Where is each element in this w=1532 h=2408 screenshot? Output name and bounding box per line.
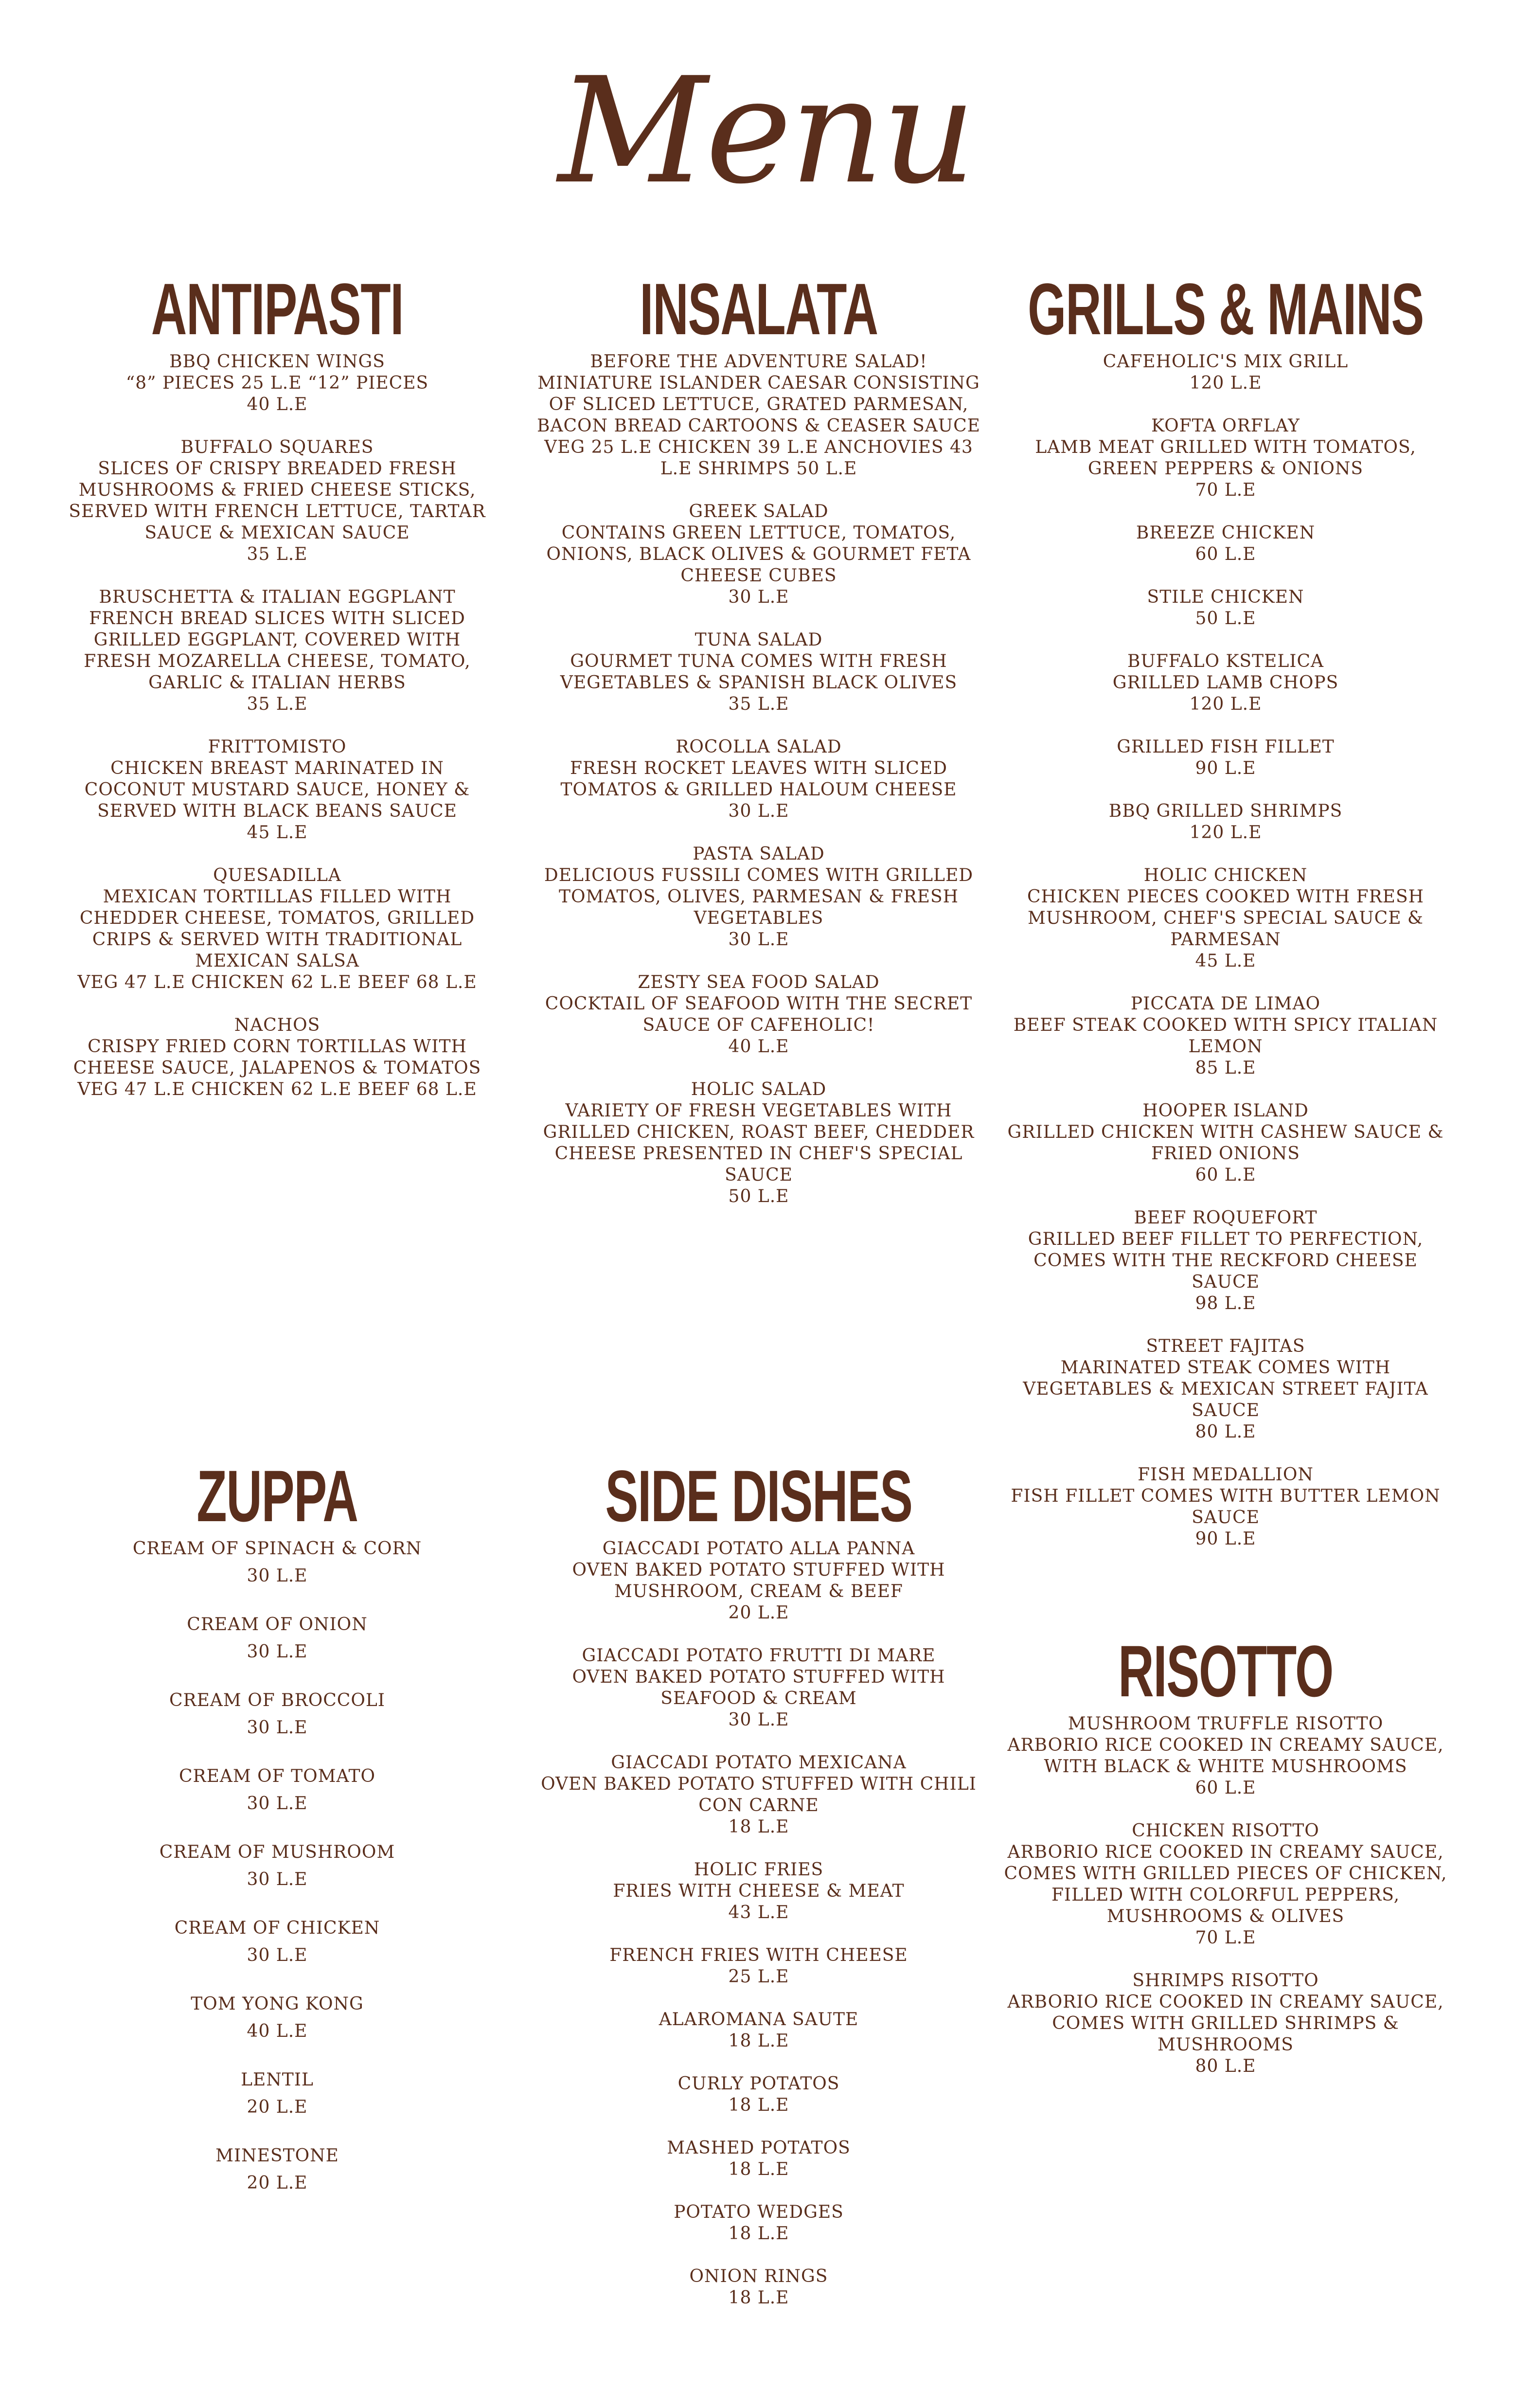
menu-item <box>58 587 496 715</box>
menu-item <box>1002 737 1449 779</box>
menu-item-description: OVEN BAKED POTATO STUFFED WITH CHILI CON CARNE <box>541 1774 977 1815</box>
menu-item-price: 98 L.E <box>1195 1294 1256 1313</box>
menu-item-price: 40 L.E <box>247 2021 308 2041</box>
menu-item <box>535 2266 982 2309</box>
menu-item <box>58 1614 496 1663</box>
menu-item-price: 120 L.E <box>1189 694 1262 714</box>
menu-item-description: CHICKEN BREAST MARINATED IN COCONUT MUSTARD SAUCE, HONEY & SERVED WITH BLACK BEANS SAUCE <box>84 758 470 821</box>
menu-item-price: 70 L.E <box>1195 1928 1256 1948</box>
menu-item-price: 25 L.E <box>728 1967 789 1987</box>
menu-item-price: 90 L.E <box>1195 1529 1256 1549</box>
menu-item-description: CONTAINS GREEN LETTUCE, TOMATOS, ONIONS, BLACK OLIVES & GOURMET FETA CHEESE CUBES <box>546 523 971 586</box>
section-title: ANTIPASTI <box>151 268 404 350</box>
menu-item <box>1002 1820 1449 1949</box>
menu-item-price: VEG 47 L.E CHICKEN 62 L.E BEEF 68 L.E <box>77 1079 477 1099</box>
menu-item <box>535 2073 982 2116</box>
menu-item <box>535 1945 982 1988</box>
menu-item <box>58 1015 496 1100</box>
menu-item-description: “8” PIECES 25 L.E “12” PIECES <box>125 373 429 393</box>
menu-item-name: HOLIC SALAD <box>691 1079 827 1099</box>
menu-item <box>1002 587 1449 629</box>
section-title: ZUPPA <box>196 1455 358 1537</box>
menu-item-name: FISH MEDALLION <box>1138 1465 1314 1485</box>
menu-item <box>535 351 982 480</box>
menu-item-price: 90 L.E <box>1195 758 1256 778</box>
menu-item-name: MASHED POTATOS <box>667 2138 851 2158</box>
menu-item-description: MEXICAN TORTILLAS FILLED WITH CHEDDER CHEESE, TOMATOS, GRILLED CRIPS & SERVED WITH TRADITIONAL MEXICAN SALSA <box>79 887 475 971</box>
menu-item <box>58 351 496 415</box>
menu-item-name: BUFFALO SQUARES <box>180 437 374 457</box>
menu-item-price: 18 L.E <box>728 2159 789 2179</box>
menu-item <box>1002 522 1449 565</box>
menu-item-name: HOLIC FRIES <box>694 1860 824 1880</box>
menu-item <box>535 2009 982 2052</box>
menu-item-name: MINESTONE <box>215 2146 339 2166</box>
menu-item-description: COCKTAIL OF SEAFOOD WITH THE SECRET SAUCE OF CAFEHOLIC! <box>545 994 973 1035</box>
menu-item <box>535 737 982 822</box>
menu-item <box>535 844 982 951</box>
section-zuppa <box>58 1455 496 2221</box>
menu-item-price: 45 L.E <box>1195 951 1256 971</box>
menu-item-name: CREAM OF BROCCOLI <box>169 1690 385 1710</box>
menu-item-price: 30 L.E <box>728 587 789 607</box>
menu-item-price: 120 L.E <box>1189 373 1262 393</box>
menu-item <box>58 2145 496 2194</box>
menu-item-name: CREAM OF CHICKEN <box>174 1918 380 1938</box>
section-grills-mains <box>1002 268 1449 1571</box>
menu-item-name: GRILLED FISH FILLET <box>1117 737 1335 757</box>
menu-item-name: QUESADILLA <box>213 865 341 885</box>
menu-item-price: 30 L.E <box>247 1869 308 1889</box>
menu-item <box>535 501 982 608</box>
menu-item-description: ARBORIO RICE COOKED IN CREAMY SAUCE, COMES WITH GRILLED SHRIMPS & MUSHROOMS <box>1007 1992 1444 2055</box>
menu-item-price: 70 L.E <box>1195 480 1256 500</box>
menu-item-price: 120 L.E <box>1189 823 1262 843</box>
menu-item-price: VEG 47 L.E CHICKEN 62 L.E BEEF 68 L.E <box>77 972 477 992</box>
menu-item-description: GRILLED CHICKEN WITH CASHEW SAUCE & FRIED ONIONS <box>1007 1122 1444 1164</box>
menu-item-name: CURLY POTATOS <box>677 2074 840 2094</box>
menu-item <box>535 1859 982 1923</box>
menu-item <box>1002 1464 1449 1550</box>
menu-item-name: BEEF ROQUEFORT <box>1134 1208 1318 1228</box>
menu-item-description: DELICIOUS FUSSILI COMES WITH GRILLED TOMATOS, OLIVES, PARMESAN & FRESH VEGETABLES <box>544 865 974 928</box>
menu-item-name: ZESTY SEA FOOD SALAD <box>638 972 880 992</box>
menu-item-price: 20 L.E <box>247 2097 308 2117</box>
menu-item <box>58 1690 496 1739</box>
menu-item <box>535 629 982 715</box>
menu-item <box>1002 351 1449 394</box>
menu-item-name: SHRIMPS RISOTTO <box>1132 1971 1319 1991</box>
menu-item-name: NACHOS <box>234 1015 321 1035</box>
menu-item-price: 18 L.E <box>728 2224 789 2244</box>
menu-item-price: 50 L.E <box>728 1186 789 1206</box>
menu-item-price: 30 L.E <box>247 1566 308 1586</box>
menu-item-price: 45 L.E <box>247 823 308 843</box>
section-title: SIDE DISHES <box>605 1455 912 1537</box>
menu-item <box>58 1538 496 1587</box>
menu-item-description: CRISPY FRIED CORN TORTILLAS WITH CHEESE SAUCE, JALAPENOS & TOMATOS <box>73 1037 481 1078</box>
menu-item-price: 18 L.E <box>728 2031 789 2051</box>
menu-item-name: ROCOLLA SALAD <box>676 737 842 757</box>
menu-item-name: HOOPER ISLAND <box>1142 1101 1309 1121</box>
menu-item-price: 18 L.E <box>728 2288 789 2308</box>
menu-item-description: FRIES WITH CHEESE & MEAT <box>613 1881 905 1901</box>
menu-item-price: 30 L.E <box>728 801 789 821</box>
section-title: RISOTTO <box>1118 1630 1333 1712</box>
menu-item-price: 20 L.E <box>728 1603 789 1623</box>
menu-item-price: 40 L.E <box>247 395 308 414</box>
menu-item-price: 30 L.E <box>728 930 789 950</box>
menu-item <box>1002 415 1449 501</box>
menu-item <box>58 2069 496 2118</box>
menu-item-price: 30 L.E <box>247 1642 308 1662</box>
menu-item-name: CREAM OF ONION <box>187 1615 368 1635</box>
menu-item <box>535 1752 982 1838</box>
menu-item-name: PICCATA DE LIMAO <box>1130 994 1321 1014</box>
menu-item-name: FRITTOMISTO <box>208 737 347 757</box>
menu-item-price: 60 L.E <box>1195 544 1256 564</box>
menu-item <box>535 1079 982 1207</box>
menu-item-name: TUNA SALAD <box>695 630 823 650</box>
menu-item <box>1002 1100 1449 1186</box>
menu-item-name: KOFTA ORFLAY <box>1151 416 1300 436</box>
menu-item-description: FRESH ROCKET LEAVES WITH SLICED TOMATOS & GRILLED HALOUM CHEESE <box>560 758 957 800</box>
menu-item-name: BBQ GRILLED SHRIMPS <box>1108 801 1343 821</box>
menu-item-name: FRENCH FRIES WITH CHEESE <box>609 1945 908 1965</box>
menu-item-price: 35 L.E <box>247 694 308 714</box>
menu-item-name: HOLIC CHICKEN <box>1143 865 1308 885</box>
page-title: Menu <box>558 46 974 216</box>
menu-item <box>58 737 496 844</box>
menu-item <box>58 1842 496 1890</box>
menu-item <box>1002 865 1449 972</box>
section-antipasti <box>58 268 496 1122</box>
menu-item-name: BBQ CHICKEN WINGS <box>169 352 385 372</box>
menu-item-name: BUFFALO KSTELICA <box>1127 651 1324 671</box>
menu-item <box>58 865 496 993</box>
menu-item-description: SLICES OF CRISPY BREADED FRESH MUSHROOMS & FRIED CHEESE STICKS, SERVED WITH FRENCH LETTUCE, TARTAR SAUCE & MEXICAN SAUCE <box>69 459 486 543</box>
menu-item-price: 30 L.E <box>247 1794 308 1814</box>
menu-item-description: ARBORIO RICE COOKED IN CREAMY SAUCE, COMES WITH GRILLED PIECES OF CHICKEN, FILLED WITH COLORFUL PEPPERS, MUSHROOMS & OLIVES <box>1004 1842 1447 1926</box>
menu-item-name: CAFEHOLIC'S MIX GRILL <box>1103 352 1349 372</box>
menu-item <box>1002 1970 1449 2077</box>
menu-item-name: GREEK SALAD <box>689 502 829 521</box>
menu-item-name: ONION RINGS <box>689 2266 828 2286</box>
section-title: GRILLS & MAINS <box>1028 268 1424 350</box>
menu-item-price: 80 L.E <box>1195 2056 1256 2076</box>
menu-item-description: BEEF STEAK COOKED WITH SPICY ITALIAN LEMON <box>1013 1015 1438 1057</box>
menu-item-price: 60 L.E <box>1195 1778 1256 1798</box>
menu-item <box>535 972 982 1058</box>
menu-item-price: 43 L.E <box>728 1903 789 1923</box>
menu-item-price: 85 L.E <box>1195 1058 1256 1078</box>
menu-item <box>58 1766 496 1815</box>
menu-item <box>58 437 496 565</box>
menu-item-description: OVEN BAKED POTATO STUFFED WITH MUSHROOM, CREAM & BEEF <box>572 1560 945 1601</box>
menu-item-price: 40 L.E <box>728 1037 789 1057</box>
section-insalata <box>535 268 982 1229</box>
menu-item-name: GIACCADI POTATO MEXICANA <box>611 1753 907 1773</box>
menu-item-description: CHICKEN PIECES COOKED WITH FRESH MUSHROOM, CHEF'S SPECIAL SAUCE & PARMESAN <box>1027 887 1425 950</box>
menu-item-name: CREAM OF TOMATO <box>178 1766 376 1786</box>
menu-item-price: 80 L.E <box>1195 1422 1256 1442</box>
section-title: INSALATA <box>640 268 878 350</box>
menu-item-name: STILE CHICKEN <box>1147 587 1304 607</box>
menu-item-price: 35 L.E <box>728 694 789 714</box>
menu-item <box>1002 993 1449 1079</box>
menu-item-price: 30 L.E <box>247 1945 308 1965</box>
menu-item-name: CHICKEN RISOTTO <box>1132 1821 1319 1841</box>
menu-item-price: 35 L.E <box>247 544 308 564</box>
menu-item-name: GIACCADI POTATO FRUTTI DI MARE <box>582 1646 936 1666</box>
menu-item-name: BEFORE THE ADVENTURE SALAD! <box>590 352 927 372</box>
section-risotto <box>1002 1630 1449 2099</box>
menu-item <box>535 1645 982 1731</box>
menu-item-name: ALAROMANA SAUTE <box>659 2010 859 2030</box>
menu-item-name: TOM YONG KONG <box>191 1994 364 2014</box>
menu-item-price: 20 L.E <box>247 2173 308 2193</box>
menu-item-name: BRUSCHETTA & ITALIAN EGGPLANT <box>99 587 456 607</box>
menu-item-description: MINIATURE ISLANDER CAESAR CONSISTING OF SLICED LETTUCE, GRATED PARMESAN, BACON BREAD CARTOONS & CEASER SAUCE <box>537 373 980 436</box>
menu-item <box>535 1538 982 1624</box>
menu-item-price: 60 L.E <box>1195 1165 1256 1185</box>
menu-item-name: STREET FAJITAS <box>1146 1336 1305 1356</box>
menu-item-name: GIACCADI POTATO ALLA PANNA <box>602 1539 915 1559</box>
menu-item-description: GRILLED LAMB CHOPS <box>1112 673 1339 693</box>
menu-item-price: 18 L.E <box>728 2095 789 2115</box>
menu-item <box>535 2202 982 2245</box>
menu-item <box>535 2138 982 2180</box>
menu-item-description: VARIETY OF FRESH VEGETABLES WITH GRILLED CHICKEN, ROAST BEEF, CHEDDER CHEESE PRESENTED IN CHEF'S SPECIAL SAUCE <box>543 1101 975 1185</box>
menu-item-description: OVEN BAKED POTATO STUFFED WITH SEAFOOD & CREAM <box>572 1667 945 1708</box>
menu-item-name: PASTA SALAD <box>693 844 825 864</box>
menu-item-price: 50 L.E <box>1195 609 1256 629</box>
menu-item <box>58 1918 496 1966</box>
menu-item-description: GOURMET TUNA COMES WITH FRESH VEGETABLES & SPANISH BLACK OLIVES <box>560 651 958 693</box>
menu-item-description: LAMB MEAT GRILLED WITH TOMATOS, GREEN PEPPERS & ONIONS <box>1035 437 1416 479</box>
menu-item-name: CREAM OF MUSHROOM <box>159 1842 395 1862</box>
menu-item-name: POTATO WEDGES <box>674 2202 844 2222</box>
menu-item <box>1002 801 1449 844</box>
menu-item-price: 30 L.E <box>728 1710 789 1730</box>
menu-item-price: 18 L.E <box>728 1817 789 1837</box>
menu-item-description: MARINATED STEAK COMES WITH VEGETABLES & MEXICAN STREET FAJITA SAUCE <box>1023 1358 1428 1420</box>
menu-item <box>1002 651 1449 715</box>
menu-item <box>1002 1207 1449 1314</box>
menu-item-price: VEG 25 L.E CHICKEN 39 L.E ANCHOVIES 43 L.E SHRIMPS 50 L.E <box>544 437 973 479</box>
menu-item <box>1002 1336 1449 1443</box>
section-side-dishes <box>535 1455 982 2330</box>
menu-item-price: 30 L.E <box>247 1718 308 1738</box>
menu-item-name: CREAM OF SPINACH & CORN <box>132 1539 422 1559</box>
menu-item-name: LENTIL <box>241 2070 314 2090</box>
menu-item-description: GRILLED BEEF FILLET TO PERFECTION, COMES WITH THE RECKFORD CHEESE SAUCE <box>1028 1229 1424 1292</box>
menu-item-description: FISH FILLET COMES WITH BUTTER LEMON SAUCE <box>1011 1486 1441 1527</box>
menu-item <box>1002 1713 1449 1799</box>
menu-item-name: MUSHROOM TRUFFLE RISOTTO <box>1068 1714 1384 1734</box>
menu-item-description: FRENCH BREAD SLICES WITH SLICED GRILLED EGGPLANT, COVERED WITH FRESH MOZARELLA CHEESE, TOMATO, GARLIC & ITALIAN HERBS <box>84 609 471 693</box>
menu-item-name: BREEZE CHICKEN <box>1136 523 1316 543</box>
menu-item-description: ARBORIO RICE COOKED IN CREAMY SAUCE, WITH BLACK & WHITE MUSHROOMS <box>1007 1735 1444 1777</box>
menu-item <box>58 1994 496 2042</box>
